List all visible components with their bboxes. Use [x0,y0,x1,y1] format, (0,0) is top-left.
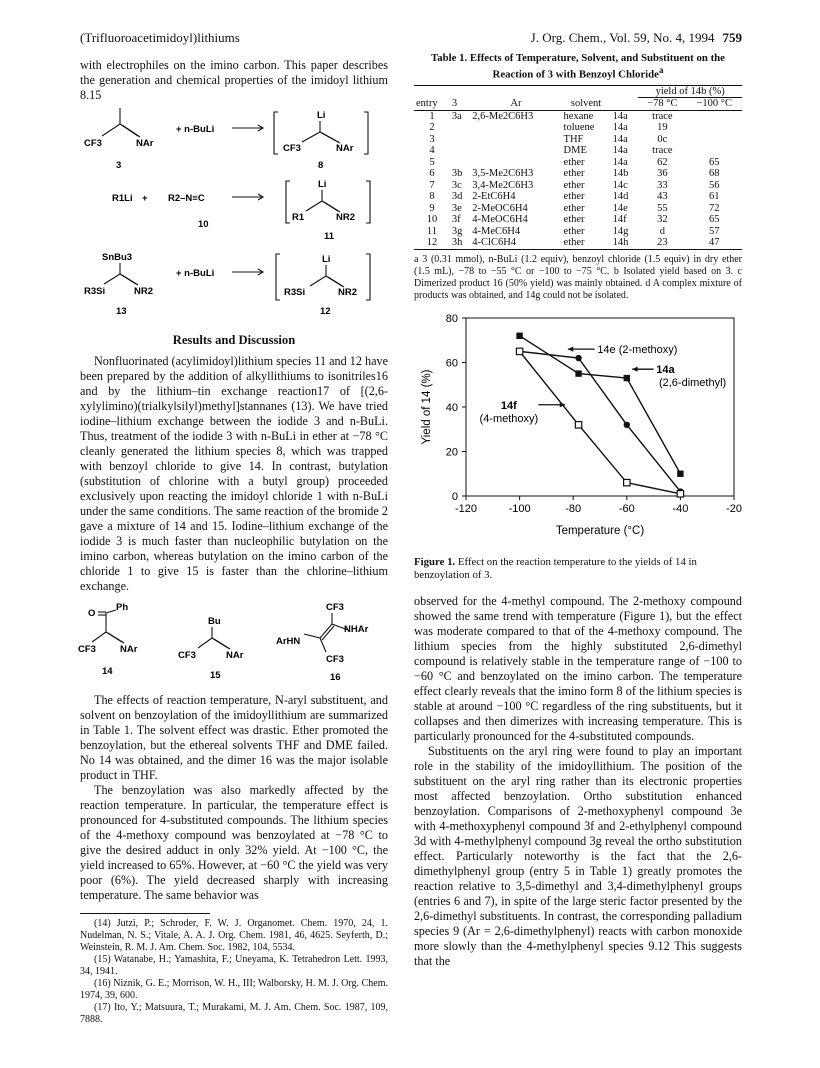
data-point [624,374,630,380]
table-divider [414,249,742,250]
snbu3-label: SnBu3 [102,252,133,263]
y-tick-label: 80 [445,312,458,325]
figure-caption [414,556,742,582]
running-head: (Trifluoroacetimidoyl)lithiums [80,30,240,45]
table-cell: ether [563,225,585,237]
table-cell [470,157,561,169]
table-cell: 33 [657,179,668,191]
table-cell: 14c [612,179,628,191]
table-cell: 4-MeC6H4 [472,225,521,237]
x-axis-label: Temperature (°C) [555,524,645,537]
compound-16-label: 16 [330,672,341,683]
yield-header: yield of 14b (%) [638,85,742,98]
table-1 [414,85,742,249]
table-cell: 56 [708,179,720,191]
cf3-label-2: CF3 [178,650,196,661]
r1li-label: R1Li [112,193,133,204]
nar-label: NAr [136,138,154,149]
table-cell [470,134,561,146]
footnote: (14) Jutzi, P.; Schroder, F. W. J. Organomet. Chem. 1970, 24, 1. Nudelman, N. S.; Vitale, A. A. J. Org. Chem. 1981, 46, 4625. Seyferth, D.; Weinstein, R. M. J. Am. Chem. Soc. 1982, 104, 5534. [80,918,388,953]
scheme-3 [80,250,388,320]
data-point [677,490,683,496]
compound-11-label: 11 [324,231,335,242]
journal-name: J. Org. Chem., Vol. 59, No. 4, 1994 [530,30,715,45]
table-cell: toluene [563,122,595,134]
table-cell [686,110,742,122]
scheme-1 [80,106,388,174]
table-cell: 6 [429,168,435,180]
table-row [414,145,742,157]
table-cell: ether [563,156,585,168]
table-cell [470,145,561,157]
table-cell: 4-MeOC6H4 [472,214,528,226]
annotation-14e: 14e (2-methoxy) [597,343,678,356]
annotation-arrow-14e-head [568,346,573,351]
table-cell: 11 [426,225,438,237]
y-axis-label: Yield of 14 (%) [421,369,433,445]
data-point [624,479,630,485]
annotation-14a: 14a [656,363,675,376]
nitrile-label: R2–N≡C [168,193,205,204]
data-point [624,421,630,427]
table-cell: 43 [657,191,668,203]
table-cell: 14b [612,168,629,180]
li-label: Li [318,179,327,190]
body-paragraph: Nonfluorinated (acylimidoyl)lithium species 11 and 12 have been prepared by the addition of alkyllithiums to isonitriles16 and by the lithium–tin exchange reaction17 of [(2,6-xylylimino)(trialkylsilyl)methyl]stannanes (13). We have tried iodine–lithium exchange between the iodide 3 and n-BuLi. Thus, treatment of the iodide 3 with n-BuLi in ether at −78 °C cleanly generated the lithium species 8, which was trapped with benzoyl chloride to give 14. In contrast, butylation (substitution of chlorine with a butyl group) proceeded exclusively upon reacting the imidoyl chloride 1 with n-BuLi under the same conditions. The same reaction of the bromide 2 gave a mixture of 14 and 15. Iodine–lithium exchange of the iodide 3 is much faster than nucleophilic butylation on the imino carbon, whereas butylation on the imino carbon of the chloride 1 to give 15 is faster than the chlorine–lithium exchange. [80,354,389,593]
table-cell [686,145,742,157]
table-cell: 14a [612,133,628,145]
table-notes: a 3 (0.31 mmol), n-BuLi (1.2 equiv), benzoyl chloride (1.5 equiv) in dry ether (1.5 mL), −78 to −55 °C or −100 to −75 °C. b Isolated yield based on 3. c Dimerized product 16 (50% yield) was mainly obtained. d A complex mixture of products was obtained, and 14g could not be isolated. [414,253,742,301]
table-cell: 2-MeOC6H4 [472,202,528,214]
table-cell: 3 [429,133,435,145]
table-cell: 14e [612,202,628,214]
annotation-14f-sub: (4-methoxy) [479,412,539,425]
table-cell: 3b [451,168,463,180]
footnote: (15) Watanabe, H.; Yamashita, F.; Uneyama, K. Tetrahedron Lett. 1993, 34, 1941. [80,954,388,977]
arhn-label: ArHN [276,636,301,647]
table-header: 3 [451,97,458,109]
table-cell: 14a [612,110,628,122]
table-cell: 7 [429,179,435,191]
plus-label: + [142,193,148,204]
table-header: solvent [570,97,602,109]
footnotes [80,918,388,1026]
table-cell: ether [563,237,585,249]
table-cell: 32 [657,214,668,226]
table-title-text: Table 1. Effects of Temperature, Solvent, and Substituent on the Reaction of 3 with Benzoyl Chloride [431,52,725,81]
table-cell: 3h [451,237,463,249]
nr2-label-2: NR2 [338,287,358,298]
table-cell: 14a [612,122,628,134]
table-cell: 2,6-Me2C6H3 [472,110,534,122]
table-cell [686,134,742,146]
table-cell: 19 [657,122,668,134]
table-cell: 14h [612,237,629,249]
table-cell: hexane [563,110,594,122]
table-cell: 62 [657,156,668,168]
table-cell: 68 [708,168,720,180]
table-header: −78 °C [647,98,678,110]
table-cell: 14a [612,156,628,168]
table-cell [450,145,470,157]
table-cell: 3,4-Me2C6H3 [472,179,534,191]
table-cell: THF [563,133,584,145]
x-tick-label: -80 [565,502,582,515]
section-title: Results and Discussion [172,333,296,347]
r3si-label-2: R3Si [284,287,306,298]
o-label: O [88,608,96,619]
compound-8-label: 8 [318,160,324,171]
table-header: Ar [510,97,522,109]
data-point [516,332,522,338]
compound-15-label: 15 [210,670,221,681]
compound-3-label: 3 [116,160,122,171]
compound-13-label: 13 [116,306,127,317]
annotation-14a-sub: (2,6-dimethyl) [658,376,727,389]
table-cell: 72 [708,202,720,214]
ph-label: Ph [116,602,129,613]
table-header: −100 °C [696,98,732,110]
body-paragraph: observed for the 4-methyl compound. The 2-methoxy compound showed the same trend with temperature (Figure 1), but the effect was moderate compared to that of the 4-methoxy compound. The lithium species from the highly substituted 2,6-dimethyl compound is relatively stable in the temperature range of −100 to −60 °C and benzoylated on the imino carbon. The temperature effect clearly reveals that the imino form 8 of the lithium species is stable at around −100 °C regardless of the ring substituents, but it collapses and then dimerizes with increasing temperature. This is particularly pronounced for the 4-substituted compounds. [414,593,742,743]
annotation-arrow-14a-head [632,366,637,371]
body-paragraph: The effects of reaction temperature, N-aryl substituent, and solvent on benzoylation of the imidoyllithium are summarized in Table 1. The solvent effect was drastic. Ether promoted the benzoylation, but the ethereal solvents THF and DME failed. No 14 was obtained, and the dimer 16 was the major isolable product in THF. [80,693,388,782]
table-cell: 4 [429,145,435,157]
table-cell: 10 [426,214,438,226]
cf3-top-label: CF3 [326,602,344,613]
table-cell: d [659,225,665,237]
table-cell: 3e [451,202,462,214]
table-cell: 2 [429,122,435,134]
footnote-divider [80,913,210,914]
table-body [414,110,742,249]
table-cell: DME [563,145,587,157]
nhar-label: NHAr [344,624,369,635]
nr2-label: NR2 [336,212,356,223]
table-cell: 2-EtC6H4 [472,191,516,203]
table-cell: 14g [612,225,629,237]
figure-1-chart [414,310,742,554]
cf3-label-2: CF3 [283,143,301,154]
page-number: 759 [722,30,742,45]
data-point [516,348,522,354]
table-row [414,180,742,192]
reagent-label: + n-BuLi [176,124,215,135]
table-cell: 65 [708,214,720,226]
intro-paragraph: with electrophiles on the imino carbon. This paper describes the generation and chemical properties of the imidoyl lithium 8.15 [80,58,388,102]
figure-caption-text: Effect on the reaction temperature to the yields of 14 in benzoylation of 3. [414,555,697,581]
table-cell: trace [652,110,673,122]
table-header [611,98,639,111]
table-cell: 61 [708,191,720,203]
table-cell: 14d [612,191,629,203]
table-row [414,168,742,180]
table-cell: 3c [451,179,462,191]
journal-citation [531,30,742,46]
body-paragraph: Substituents on the aryl ring were found to play an important role in the stability of the imidoyllithium. The position of the substituent on the aryl ring rather than its electronic properties most affected benzoylation. Ortho substitution enhanced benzoylation. Comparisons of 2-methoxyphenyl compound 3e with 4-methoxyphenyl compound 3f and 2-ethylphenyl compound 3d with 4-methylphenyl compound 3g reveal the ortho substitution effect. Particularly noteworthy is the fact that the 2,6-dimethylphenyl group (entry 5 in Table 1) greatly promotes the reaction relative to 3,5-dimethyl and 3,4-dimethylphenyl groups (entries 6 and 7), in spite of the large steric factor presented by the 2,6-dimethyl substituents. In contrast, the corresponding palladium species 9 (Ar = 2,6-dimethylphenyl) reacts with carbon monoxide more slowly than the 4-methylphenyl species 9.12 This suggests that the [414,743,742,968]
table-cell: 5 [429,156,435,168]
table-cell: ether [563,202,585,214]
table-cell: 47 [708,237,720,249]
y-tick-label: 60 [445,357,458,370]
table-cell [470,122,561,134]
table-row [414,191,742,203]
figure-label: Figure 1. [414,555,456,568]
data-point [575,370,581,376]
nar-label-2: NAr [226,650,244,661]
table-cell: 23 [657,237,668,249]
table-cell: 14a [612,145,628,157]
table-row [414,214,742,226]
data-point [575,421,581,427]
table-cell: 4-ClC6H4 [472,237,517,249]
table-row [414,122,742,134]
table-row [414,237,742,249]
nr2-label: NR2 [134,286,154,297]
table-cell: 65 [708,156,720,168]
table-cell: 36 [657,168,668,180]
x-tick-label: -40 [672,502,689,515]
cf3-bottom-label: CF3 [326,654,344,665]
table-cell: 12 [426,237,438,249]
table-cell: 55 [657,202,668,214]
nar-label-2: NAr [336,143,354,154]
footnote: (17) Ito, Y.; Matsuura, T.; Murakami, M. J. Am. Chem. Soc. 1987, 109, 7888. [80,1002,388,1025]
table-cell: ether [563,191,585,203]
bu-label: Bu [208,616,221,627]
compound-14-label: 14 [102,666,113,677]
cf3-label: CF3 [84,138,102,149]
table-cell: 8 [429,191,435,203]
data-point [677,470,683,476]
x-tick-label: -20 [726,502,742,515]
scheme-2 [80,179,388,245]
table-cell [450,122,470,134]
li-label: Li [322,254,331,265]
table-cell: ether [563,179,585,191]
table-row [414,157,742,169]
table-row [414,226,742,238]
body-paragraph: The benzoylation was also markedly affected by the reaction temperature. In particular, the temperature effect is pronounced for 4-substituted compounds. The lithium species of the 4-methoxy compound was benzoylated at −78 °C to give the desired adduct in only 32% yield. At −100 °C, the yield increased to 65%. However, at −60 °C the yield was very poor (6%). The yield decreased sharply with increasing temperature. The same behavior was [80,783,388,902]
y-tick-label: 0 [451,490,458,503]
footnote: (16) Niznik, G. E.; Morrison, W. H., III; Walborsky, H. M. J. Org. Chem. 1974, 39, 600. [80,978,388,1001]
table-row [414,203,742,215]
table-cell: 3,5-Me2C6H3 [472,168,534,180]
left-column [80,58,388,1026]
x-tick-label: -120 [454,502,478,515]
r3si-label: R3Si [84,286,106,297]
scheme-4 [80,602,388,684]
cf3-label: CF3 [78,644,96,655]
table-cell: 1 [429,110,435,122]
table-cell: 3a [451,110,462,122]
right-column [414,52,742,969]
table-cell: 3d [451,191,463,203]
table-cell: 0c [657,133,668,145]
table-row [414,110,742,122]
table-cell: trace [652,145,673,157]
annotation-14f: 14f [500,399,517,412]
table-cell: 3f [451,214,461,226]
table-cell: 9 [429,202,435,214]
table-title [414,52,742,81]
y-tick-label: 40 [445,401,458,414]
table-title-footnote-mark: a [658,65,664,75]
y-tick-label: 20 [445,446,458,459]
x-tick-label: -100 [508,502,531,515]
li-label: Li [317,110,326,121]
nar-label: NAr [120,644,138,655]
compound-10-label: 10 [198,219,209,230]
table-cell [450,157,470,169]
table-cell: ether [563,214,585,226]
r1-label: R1 [292,212,305,223]
table-row [414,134,742,146]
data-point [575,354,581,360]
table-cell: 14f [612,214,627,226]
table-header: entry [416,97,438,109]
table-cell [686,122,742,134]
table-cell [450,134,470,146]
compound-12-label: 12 [320,306,331,317]
table-cell: ether [563,168,585,180]
x-tick-label: -60 [618,502,635,515]
reagent-label: + n-BuLi [176,268,215,279]
table-cell: 3g [451,225,463,237]
table-cell: 57 [708,225,720,237]
